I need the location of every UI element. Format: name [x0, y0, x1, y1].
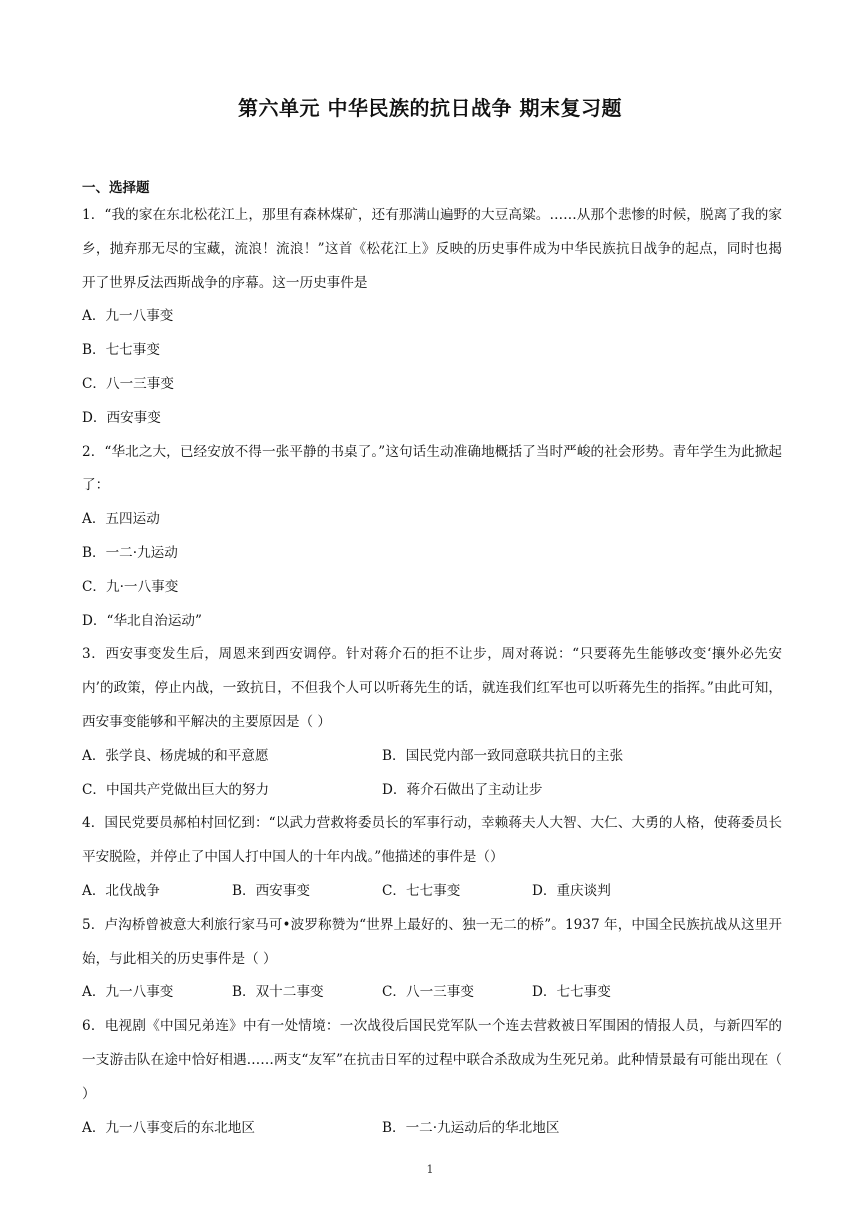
- section-heading: 一、选择题: [82, 180, 150, 196]
- option: D．蒋介石做出了主动让步: [382, 781, 543, 798]
- option: A．北伐战争: [82, 882, 160, 899]
- option-row: [82, 740, 782, 774]
- question-stem: 6．电视剧《中国兄弟连》中有一处情境：一次战役后国民党军队一个连去营救被日军围困的情报人员，与新四军的一支游击队在途中恰好相遇……两支“友军”在抗击日军的过程中联合杀敌成为生死兄弟。此种情景最有可能出现在（ ）: [82, 1018, 782, 1102]
- option-row: [82, 774, 782, 808]
- option: C．中国共产党做出巨大的努力: [82, 781, 270, 798]
- option: A．九一八事变: [82, 308, 174, 325]
- question-stem: 1．“我的家在东北松花江上，那里有森林煤矿，还有那满山遍野的大豆高粱。……从那个悲惨的时候，脱离了我的家乡，抛弃那无尽的宝藏，流浪！流浪！”这首《松花江上》反映的历史事件成为中华民族抗日战争的起点，同时也揭开了世界反法西斯战争的序幕。这一历史事件是: [82, 207, 782, 291]
- option: D．七七事变: [532, 984, 611, 1001]
- question-list: [82, 199, 782, 1145]
- option: C．八一三事变: [382, 984, 474, 1001]
- question-stem: 5．卢沟桥曾被意大利旅行家马可•波罗称赞为“世界上最好的、独一无二的桥”。1937 年，中国全民族抗战从这里开始，与此相关的历史事件是（ ）: [82, 916, 782, 967]
- option: B．一二·九运动: [82, 544, 178, 561]
- option: B．一二·九运动后的华北地区: [382, 1119, 560, 1136]
- question-stem: 2．“华北之大，已经安放不得一张平静的书桌了。”这句话生动准确地概括了当时严峻的社会形势。青年学生为此掀起了：: [82, 443, 782, 494]
- option: A．五四运动: [82, 511, 160, 528]
- option-row: [82, 976, 782, 1010]
- question-stem: 3．西安事变发生后，周恩来到西安调停。针对蒋介石的拒不让步，周对蒋说：“只要蒋先生能够改变‘攘外必先安内’的政策，停止内战，一致抗日，不但我个人可以听蒋先生的话，就连我们红军也可以听蒋先生的指挥。”由此可知，西安事变能够和平解决的主要原因是（ ）: [82, 646, 782, 730]
- question-stem: 4．国民党要员郝柏村回忆到：“以武力营救将委员长的军事行动，幸赖蒋夫人大智、大仁、大勇的人格，使蒋委员长平安脱险，并停止了中国人打中国人的十年内战。”他描述的事件是（）: [82, 815, 782, 866]
- option: C．七七事变: [382, 882, 461, 899]
- option-row: [82, 875, 782, 909]
- option: B．双十二事变: [232, 984, 324, 1001]
- option: A．九一八事变: [82, 984, 174, 1001]
- option: D．重庆谈判: [532, 882, 611, 899]
- option: A．张学良、杨虎城的和平意愿: [82, 747, 269, 764]
- option: A．九一八事变后的东北地区: [82, 1119, 255, 1136]
- option: B．国民党内部一致同意联共抗日的主张: [382, 747, 624, 764]
- option-row: [82, 1112, 782, 1146]
- option: B．西安事变: [232, 882, 310, 899]
- option: B．七七事变: [82, 342, 160, 359]
- page-title: 第六单元 中华民族的抗日战争 期末复习题: [238, 96, 622, 120]
- page-number: 1: [426, 1163, 434, 1176]
- option: C．九·一八事变: [82, 578, 179, 595]
- option: D．“华北自治运动”: [82, 612, 202, 629]
- option: C．八一三事变: [82, 375, 174, 392]
- option: D．西安事变: [82, 409, 161, 426]
